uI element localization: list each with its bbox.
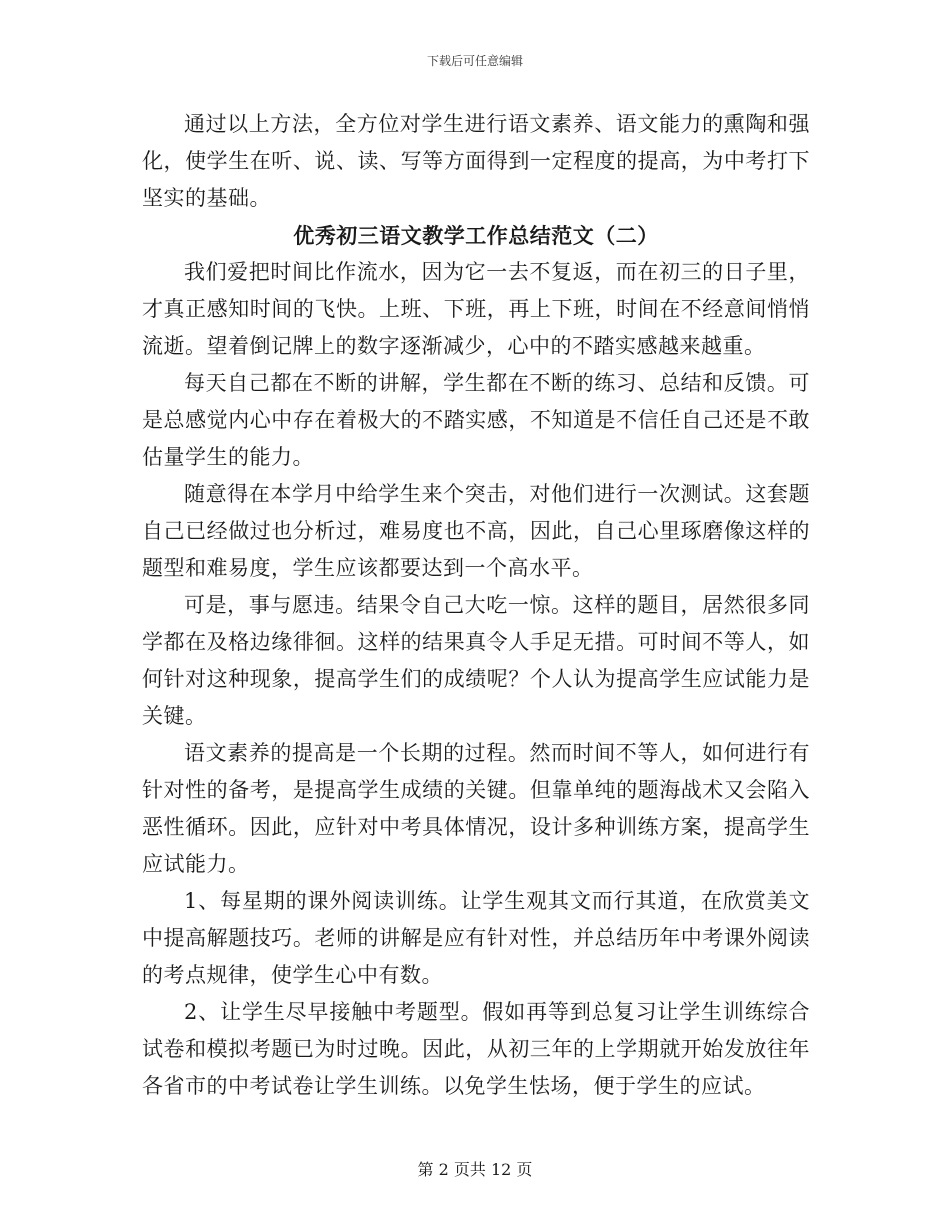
paragraph: 可是，事与愿违。结果令自己大吃一惊。这样的题目，居然很多同学都在及格边缘徘徊。这样的结果真令人手足无措。可时间不等人，如何针对这种现象，提高学生们的成绩呢？个人认为提高学生应试能力是关键。: [142, 593, 810, 728]
paragraph: 语文素养的提高是一个长期的过程。然而时间不等人，如何进行有针对性的备考，是提高学生成绩的关键。但靠单纯的题海战术又会陷入恶性循环。因此，应针对中考具体情况，设计多种训练方案，提高学生应试能力。: [142, 741, 810, 876]
document-body: [142, 106, 810, 1105]
section-title: 优秀初三语文教学工作总结范文（二）: [293, 223, 659, 248]
page-header-note: 下载后可任意编辑: [426, 54, 523, 68]
page-number: 第 2 页共 12 页: [417, 1160, 533, 1179]
paragraph: 随意得在本学月中给学生来个突击，对他们进行一次测试。这套题自己已经做过也分析过，难易度也不高，因此，自己心里琢磨像这样的题型和难易度，学生应该都要达到一个高水平。: [142, 482, 810, 580]
paragraph: 每天自己都在不断的讲解，学生都在不断的练习、总结和反馈。可是总感觉内心中存在着极大的不踏实感，不知道是不信任自己还是不敢估量学生的能力。: [142, 371, 810, 469]
paragraph: 我们爱把时间比作流水，因为它一去不复返，而在初三的日子里，才真正感知时间的飞快。上班、下班，再上下班，时间在不经意间悄悄流逝。望着倒记牌上的数字逐渐减少，心中的不踏实感越来越重。: [142, 260, 810, 358]
paragraph-list-item-1: 1、每星期的课外阅读训练。让学生观其文而行其道，在欣赏美文中提高解题技巧。老师的讲解是应有针对性，并总结历年中考课外阅读的考点规律，使学生心中有数。: [142, 889, 810, 987]
paragraph-intro: 通过以上方法，全方位对学生进行语文素养、语文能力的熏陶和强化，使学生在听、说、读、写等方面得到一定程度的提高，为中考打下坚实的基础。: [142, 112, 810, 210]
paragraph-list-item-2: 2、让学生尽早接触中考题型。假如再等到总复习让学生训练综合试卷和模拟考题已为时过晚。因此，从初三年的上学期就开始发放往年各省市的中考试卷让学生训练。以免学生怯场，便于学生的应试。: [142, 1000, 810, 1098]
